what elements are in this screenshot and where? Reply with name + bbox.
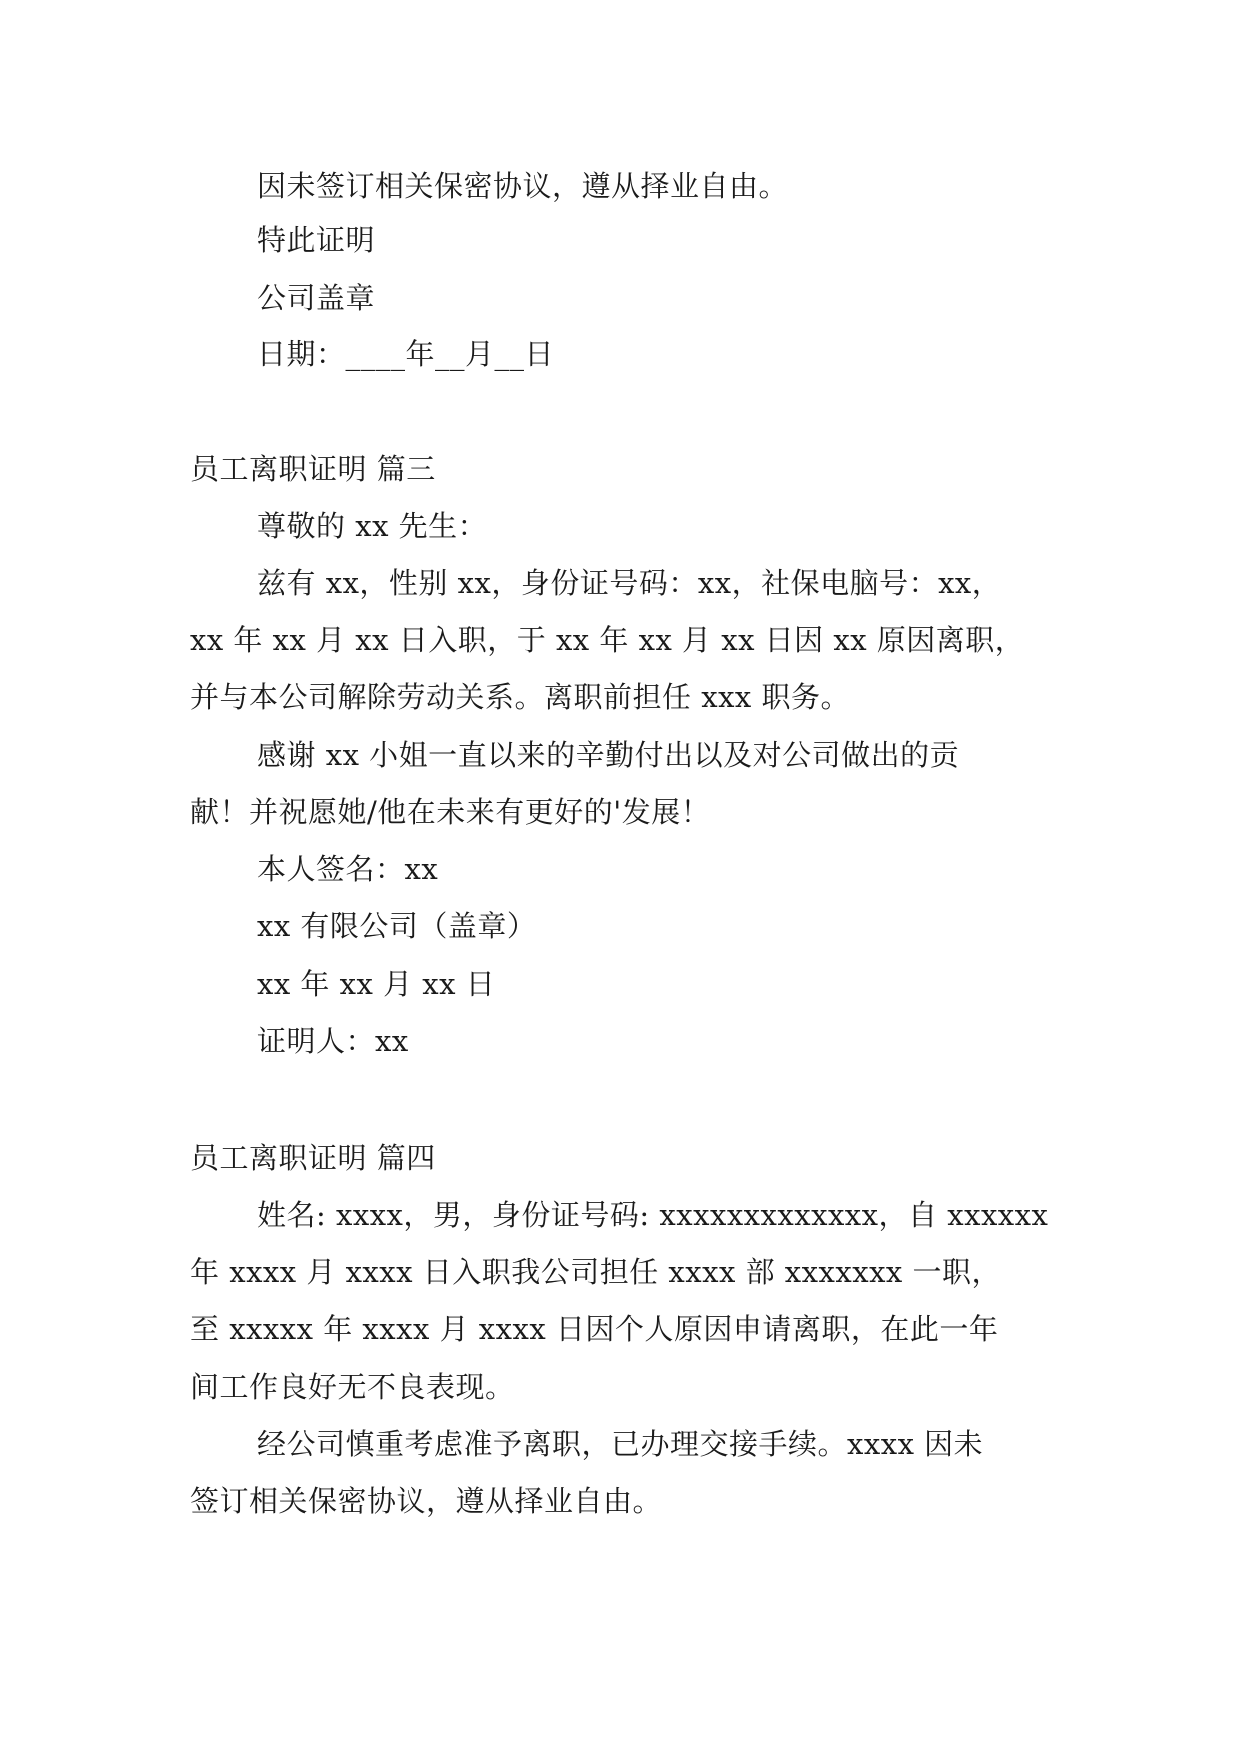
paragraph-line: 姓名: xxxx，男，身份证号码: xxxxxxxxxxxxx，自 xxxxxx <box>257 1198 1049 1232</box>
paragraph-line: 签订相关保密协议，遵从择业自由。 <box>190 1484 663 1518</box>
paragraph-line: xx 年 xx 月 xx 日入职，于 xx 年 xx 月 xx 日因 xx 原因离职， <box>190 623 1025 657</box>
paragraph-line: 兹有 xx，性别 xx，身份证号码：xx，社保电脑号：xx， <box>257 566 1002 600</box>
certify-line: 特此证明 <box>257 223 376 257</box>
date-line: 日期：____年__月__日 <box>257 337 555 371</box>
company-seal-line: 公司盖章 <box>257 281 376 315</box>
section-four-heading: 员工离职证明 篇四 <box>190 1141 436 1175</box>
paragraph-line: 至 xxxxx 年 xxxx 月 xxxx 日因个人原因申请离职，在此一年 <box>190 1312 999 1346</box>
signature-line: 本人签名：xx <box>257 852 439 886</box>
issue-date-line: xx 年 xx 月 xx 日 <box>257 967 496 1001</box>
paragraph-line: 并与本公司解除劳动关系。离职前担任 xxx 职务。 <box>190 680 851 714</box>
paragraph-line: 经公司慎重考虑准予离职，已办理交接手续。xxxx 因未 <box>257 1427 984 1461</box>
paragraph-line: 献！并祝愿她/他在未来有更好的'发展！ <box>190 795 711 829</box>
greeting-line: 尊敬的 xx 先生： <box>257 509 488 543</box>
confidentiality-line: 因未签订相关保密协议，遵从择业自由。 <box>257 169 789 203</box>
section-three-heading: 员工离职证明 篇三 <box>190 452 436 486</box>
paragraph-line: 间工作良好无不良表现。 <box>190 1370 515 1404</box>
paragraph-line: 年 xxxx 月 xxxx 日入职我公司担任 xxxx 部 xxxxxxx 一职， <box>190 1255 1001 1289</box>
witness-line: 证明人：xx <box>257 1024 409 1058</box>
company-line: xx 有限公司（盖章） <box>257 909 537 943</box>
paragraph-line: 感谢 xx 小姐一直以来的辛勤付出以及对公司做出的贡 <box>257 738 960 772</box>
